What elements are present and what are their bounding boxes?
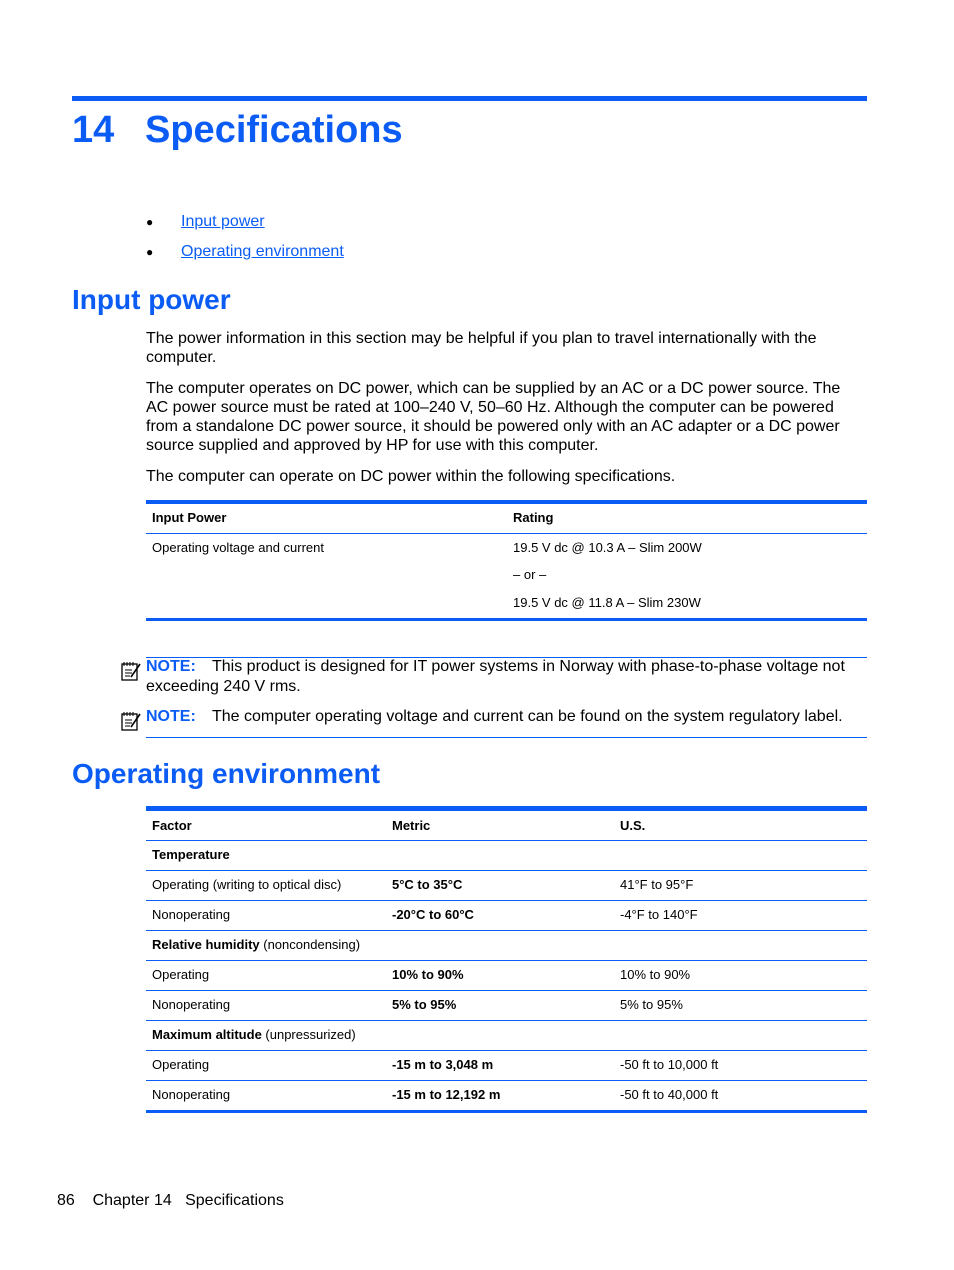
factor-cell: Operating: [152, 1057, 210, 1072]
input-power-para-3: The computer can operate on DC power within the following specifications.: [146, 468, 676, 485]
section-row-maximum-altitude: [146, 1021, 867, 1051]
note-text: This product is designed for IT power systems in Norway with phase-to-phase voltage not exceeding 240 V rms.: [146, 658, 845, 695]
note-1: [146, 657, 867, 697]
page-footer: [57, 1192, 284, 1210]
metric-cell: -20°C to 60°C: [392, 907, 474, 922]
section-row-temperature: [146, 841, 867, 871]
note-icon: [120, 710, 142, 732]
section-title: Maximum altitude: [152, 1027, 262, 1042]
row-label: Operating voltage and current: [152, 540, 324, 555]
us-cell: 5% to 95%: [620, 997, 683, 1012]
rating-value-1: 19.5 V dc @ 10.3 A – Slim 200W: [513, 540, 702, 555]
table-row: [146, 534, 867, 621]
footer-chapter-title: Specifications: [185, 1192, 284, 1209]
note-icon: [120, 660, 142, 682]
note-label: NOTE:: [146, 708, 196, 725]
header-input-power: Input Power: [152, 510, 227, 525]
note-divider: [146, 737, 867, 738]
section-suffix: (unpressurized): [261, 1027, 356, 1042]
metric-cell: -15 m to 3,048 m: [392, 1057, 494, 1072]
chapter-title: [72, 104, 403, 156]
toc-item: [146, 210, 344, 240]
table-header-row: [146, 811, 867, 841]
note-label: NOTE:: [146, 658, 196, 675]
metric-cell: 5% to 95%: [392, 997, 457, 1012]
note-2: [146, 707, 867, 727]
factor-cell: Operating: [152, 967, 210, 982]
chapter-title-text: Specifications: [145, 109, 403, 151]
chapter-rule: [72, 96, 867, 101]
table-header-row: [146, 504, 867, 534]
factor-cell: Nonoperating: [152, 907, 231, 922]
page-number: 86: [57, 1192, 75, 1209]
toc-link-input-power[interactable]: Input power: [181, 213, 265, 230]
rating-or: – or –: [513, 567, 547, 582]
input-power-heading: Input power: [72, 284, 231, 315]
factor-cell: Nonoperating: [152, 1087, 231, 1102]
operating-environment-table: [146, 806, 867, 1113]
bullet-icon: ●: [146, 215, 154, 229]
toc-item: [146, 240, 344, 270]
note-text: The computer operating voltage and current can be found on the system regulatory label.: [212, 708, 843, 725]
metric-cell: 10% to 90%: [392, 967, 464, 982]
input-power-table: [146, 500, 867, 621]
table-row: [146, 871, 867, 901]
table-row: [146, 1081, 867, 1113]
metric-cell: 5°C to 35°C: [392, 877, 463, 892]
us-cell: -50 ft to 40,000 ft: [620, 1087, 719, 1102]
bullet-icon: ●: [146, 245, 154, 259]
metric-cell: -15 m to 12,192 m: [392, 1087, 501, 1102]
operating-environment-heading: Operating environment: [72, 758, 381, 789]
footer-chapter-ref: Chapter 14: [92, 1192, 172, 1209]
table-row: [146, 991, 867, 1021]
table-row: [146, 961, 867, 991]
us-cell: -4°F to 140°F: [620, 907, 698, 922]
chapter-number: 14: [72, 109, 115, 151]
header-factor: Factor: [152, 818, 192, 833]
header-rating: Rating: [513, 510, 554, 525]
toc-link-operating-environment[interactable]: Operating environment: [181, 243, 344, 260]
section-title: Relative humidity: [152, 937, 260, 952]
us-cell: 10% to 90%: [620, 967, 691, 982]
us-cell: 41°F to 95°F: [620, 877, 694, 892]
table-row: [146, 1051, 867, 1081]
rating-value-2: 19.5 V dc @ 11.8 A – Slim 230W: [513, 595, 701, 610]
factor-cell: Nonoperating: [152, 997, 231, 1012]
chapter-toc: [146, 210, 344, 270]
header-us: U.S.: [620, 818, 646, 833]
input-power-para-2: The computer operates on DC power, which can be supplied by an AC or a DC power source. The AC power source must be rated at 100–240 V, 50–60 Hz. Although the computer can be powered from a standalone DC power source, it should be powered only with an AC adapter or a DC power source supplied and approved by HP for use with this computer.: [146, 380, 841, 454]
section-row-relative-humidity: [146, 931, 867, 961]
table-row: [146, 901, 867, 931]
factor-cell: Operating (writing to optical disc): [152, 877, 342, 892]
header-metric: Metric: [392, 818, 431, 833]
section-title: Temperature: [152, 847, 230, 862]
us-cell: -50 ft to 10,000 ft: [620, 1057, 719, 1072]
input-power-para-1: The power information in this section may be helpful if you plan to travel internationally with the computer.: [146, 330, 817, 366]
section-suffix: (noncondensing): [259, 937, 361, 952]
